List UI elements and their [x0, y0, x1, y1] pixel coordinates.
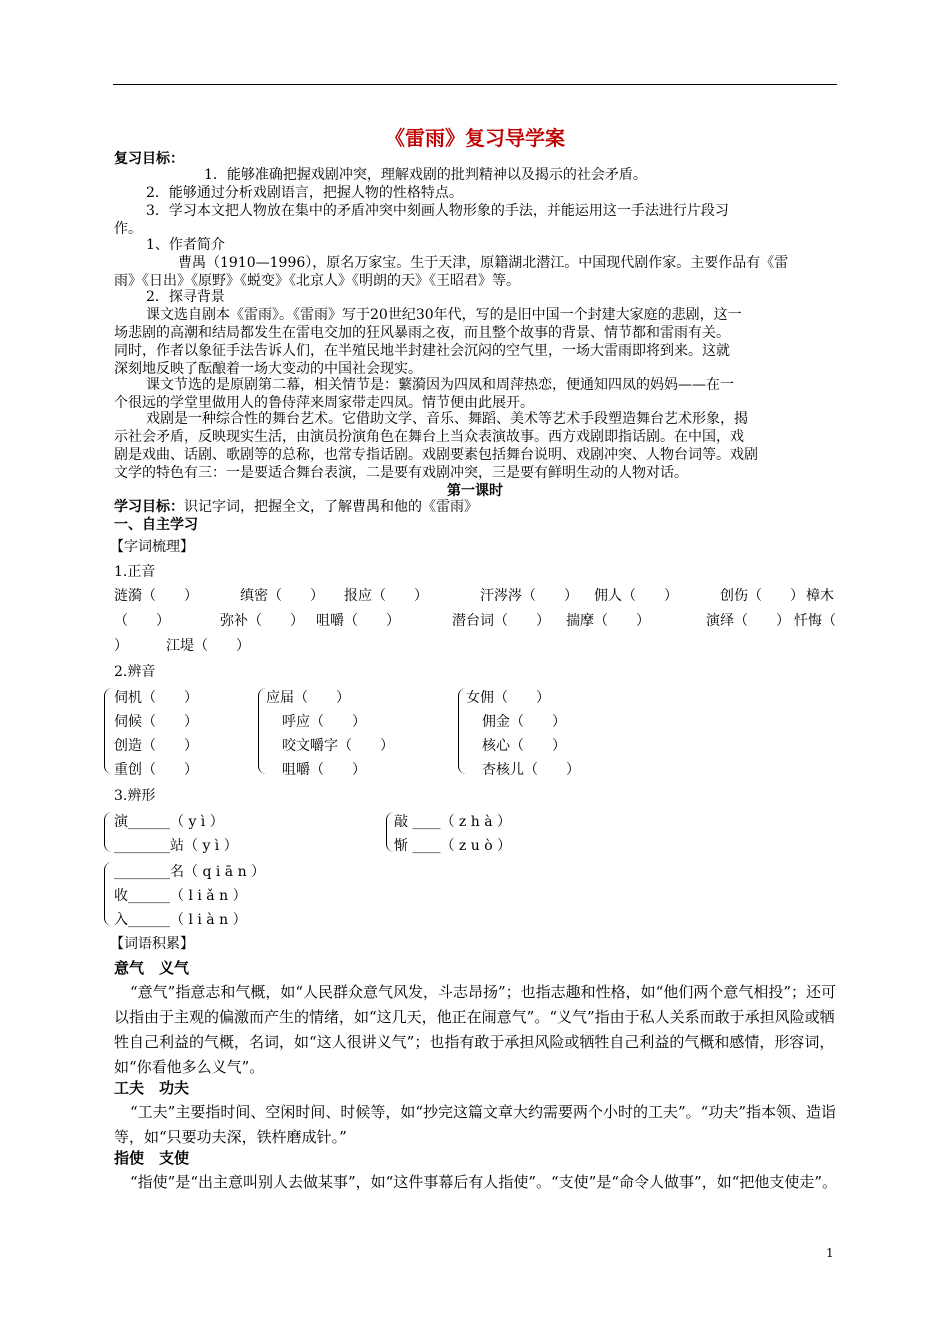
- distinguish-item: 呼应（ ）: [282, 714, 366, 730]
- background-line: 文学的特色有三：一是要适合舞台表演，二是要有戏剧冲突，三是要有鲜明生动的人物对话。: [114, 465, 688, 481]
- distinguish-item: 咬文嚼字（ ）: [282, 738, 394, 754]
- word-pair-heading: 工夫 功夫: [114, 1079, 190, 1097]
- goal-3-cont: 作。: [114, 221, 142, 237]
- pron-item: 演绎（ ）: [706, 613, 790, 629]
- distinguish-item: 重创（ ）: [114, 762, 198, 778]
- pron-item: ）: [114, 638, 128, 654]
- background-line: 课文节选的是原剧第二幕，相关情节是：蘩漪因为四凤和周萍热恋，便通知四凤的妈妈——在一: [146, 377, 734, 393]
- author-line-2: 雨》《日出》《原野》《蜕变》《北京人》《明朗的天》《王昭君》等。: [114, 273, 520, 289]
- background-line: 课文选自剧本《雷雨》。《雷雨》写于20世纪30年代，写的是旧中国一个封建大家庭的悲剧，这一: [146, 307, 742, 323]
- background-line: 同时，作者以象征手法告诉人们，在半殖民地半封建社会沉闷的空气里，一场大雷雨即将到来。这就: [114, 343, 730, 359]
- vocab-section-heading: 【字词梳理】: [110, 539, 194, 555]
- page-title: 《雷雨》复习导学案: [385, 126, 565, 150]
- shape-heading: 3.辨形: [114, 788, 156, 804]
- group-brace: [104, 862, 113, 926]
- lesson-title: 第一课时: [447, 483, 503, 499]
- background-line: 剧是戏曲、话剧、歌剧等的总称，也常专指话剧。戏剧要素包括舞台说明、戏剧冲突、人物台词等。戏剧: [114, 447, 758, 463]
- distinguish-item: 佣金（ ）: [482, 714, 566, 730]
- pron-item: （ ）: [114, 613, 170, 629]
- pron-item: 弥补（ ）: [220, 613, 304, 629]
- pron-item: 揣摩（ ）: [566, 613, 650, 629]
- distinguish-item: 伺机（ ）: [114, 690, 198, 706]
- words-section-heading: 【词语积累】: [110, 936, 194, 952]
- shape-item: 惭 ____（ z u ò ）: [394, 838, 512, 854]
- group-brace: [104, 688, 113, 774]
- pron-item: 樟木: [806, 588, 834, 604]
- background-line: 深刻地反映了酝酿着一场大变动的中国社会现实。: [114, 361, 422, 377]
- pron-item: 潜台词（ ）: [452, 613, 550, 629]
- self-study-heading: 一、自主学习: [114, 517, 198, 533]
- word-pair-text: “指使”是“出主意叫别人去做某事”，如“这件事幕后有人指使”。“支使”是“命令人做事”，如“把他支使走”。: [130, 1173, 838, 1191]
- goal-3: 3．学习本文把人物放在集中的矛盾冲突中刻画人物形象的手法，并能运用这一手法进行片段习: [146, 203, 729, 219]
- distinguish-item: 应届（ ）: [266, 690, 350, 706]
- author-line-1: 曹禺（1910—1996），原名万家宝。生于天津，原籍湖北潜江。中国现代剧作家。主要作品有《雷: [178, 255, 789, 271]
- distinguish-item: 创造（ ）: [114, 738, 198, 754]
- pron-item: 江堤（ ）: [166, 638, 250, 654]
- word-pair-text: “工夫”主要指时间、空闲时间、时候等，如“抄完这篇文章大约需要两个小时的工夫”。“功夫”指本领、造诣等，如“只要功夫深，铁杵磨成针。”: [114, 1103, 837, 1146]
- pron-item: 佣人（ ）: [594, 588, 678, 604]
- word-pair-heading: 意气 义气: [114, 959, 190, 977]
- study-goal: [114, 498, 478, 516]
- goal-2: 2．能够通过分析戏剧语言，把握人物的性格特点。: [146, 185, 463, 201]
- pron-item: 创伤（ ）: [720, 588, 804, 604]
- author-heading: 1、作者简介: [146, 237, 225, 253]
- shape-item: 收______（ l i ǎ n ）: [114, 888, 247, 904]
- header-rule: [113, 84, 837, 85]
- shape-item: ________名（ q i ā n ）: [114, 864, 266, 880]
- pron-item: 咀嚼（ ）: [316, 613, 400, 629]
- background-line: 示社会矛盾，反映现实生活，由演员扮演角色在舞台上当众表演故事。西方戏剧即指话剧。在中国，戏: [114, 429, 744, 445]
- distinguish-item: 咀嚼（ ）: [282, 762, 366, 778]
- word-pair-text: “意气”指意志和气概，如“人民群众意气风发，斗志昂扬”；也指志趣和性格，如“他们两个意气相投”；还可以指由于主观的偏激而产生的情绪，如“这几天，他正在闹意气”。“义气”指由于私人关系而敢于承担风险或牺牲自己利益的气概，名词，如“这人很讲义气”；也指有敢于承担风险或牺牲自己利益的气概和感情，形容词，如“你看他多么义气”。: [114, 983, 837, 1076]
- study-goal-label: 学习目标：: [114, 499, 184, 515]
- distinguish-heading: 2.辨音: [114, 664, 156, 680]
- background-line: 戏剧是一种综合性的舞台艺术。它借助文学、音乐、舞蹈、美术等艺术手段塑造舞台艺术形象，揭: [146, 411, 748, 427]
- distinguish-item: 核心（ ）: [482, 738, 566, 754]
- goal-1: 1．能够准确把握戏剧冲突，理解戏剧的批判精神以及揭示的社会矛盾。: [204, 167, 647, 183]
- distinguish-item: 杏核儿（ ）: [482, 762, 580, 778]
- pron-heading: 1.正音: [114, 564, 156, 580]
- background-line: 场悲剧的高潮和结局都发生在雷电交加的狂风暴雨之夜，而且整个故事的背景、情节都和雷雨有关。: [114, 325, 730, 341]
- distinguish-item: 女佣（ ）: [466, 690, 550, 706]
- study-goal-text: 识记字词，把握全文，了解曹禺和他的《雷雨》: [184, 499, 478, 515]
- shape-item: ________站（ y ì ）: [114, 838, 238, 854]
- page-number: 1: [826, 1246, 834, 1260]
- goals-label: 复习目标：: [114, 151, 184, 167]
- background-line: 个很远的学堂里做用人的鲁侍萍来周家带走四凤。情节便由此展开。: [114, 395, 534, 411]
- group-brace: [104, 812, 113, 852]
- distinguish-item: 伺候（ ）: [114, 714, 198, 730]
- shape-item: 入______（ l i à n ）: [114, 912, 247, 928]
- pron-item: 涟漪（ ）: [114, 588, 198, 604]
- pron-item: 汗涔涔（ ）: [480, 588, 578, 604]
- pron-item: 忏悔（: [794, 613, 836, 629]
- background-heading: 2．探寻背景: [146, 289, 225, 305]
- pron-item: 报应（ ）: [344, 588, 428, 604]
- shape-item: 敲 ____（ z h à ）: [394, 814, 511, 830]
- pron-item: 缜密（ ）: [240, 588, 324, 604]
- shape-item: 演______（ y ì ）: [114, 814, 224, 830]
- word-pair-heading: 指使 支使: [114, 1149, 190, 1167]
